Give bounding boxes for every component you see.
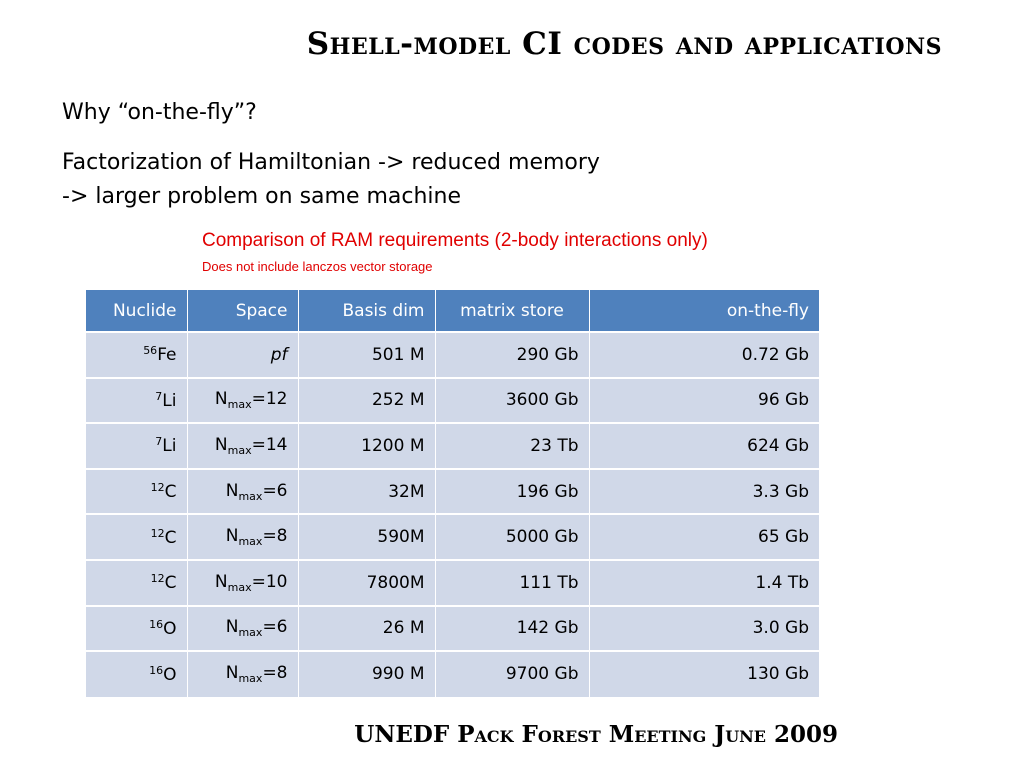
- table-body: [86, 332, 819, 697]
- cell-nuclide: [86, 606, 187, 652]
- space-name: pf: [270, 344, 288, 365]
- larger-problem-text: -> larger problem on same machine: [62, 184, 462, 209]
- element-symbol: O: [163, 618, 177, 639]
- cell-basis-dim: 26 M: [298, 606, 435, 652]
- header-space: Space: [187, 290, 298, 332]
- space-name: N: [214, 434, 228, 455]
- slide-title: Shell-model CI codes and applications: [306, 26, 942, 62]
- space-value: =14: [251, 434, 288, 455]
- space-subscript: max: [238, 535, 263, 549]
- element-symbol: Li: [162, 436, 177, 457]
- cell-basis-dim: 1200 M: [298, 423, 435, 469]
- cell-space: [187, 378, 298, 424]
- table-row: [86, 514, 819, 560]
- footer-meeting: UNEDF Pack Forest Meeting June 2009: [354, 721, 838, 748]
- element-symbol: C: [164, 527, 177, 548]
- space-name: N: [225, 526, 239, 547]
- space-name: N: [225, 663, 239, 684]
- element-symbol: C: [164, 482, 177, 503]
- space-value: =10: [251, 571, 288, 592]
- table-header-row: [86, 290, 819, 332]
- space-value: =6: [262, 480, 288, 501]
- table-row: [86, 423, 819, 469]
- cell-space: [187, 332, 298, 378]
- space-name: N: [214, 389, 228, 410]
- cell-space: [187, 423, 298, 469]
- space-name: N: [225, 480, 239, 501]
- cell-on-the-fly: 624 Gb: [589, 423, 819, 469]
- cell-nuclide: [86, 560, 187, 606]
- element-symbol: O: [163, 664, 177, 685]
- cell-on-the-fly: 0.72 Gb: [589, 332, 819, 378]
- cell-space: [187, 651, 298, 697]
- cell-on-the-fly: 96 Gb: [589, 378, 819, 424]
- mass-number: 7: [155, 389, 163, 403]
- table-row: [86, 378, 819, 424]
- cell-space: [187, 469, 298, 515]
- cell-matrix-store: 3600 Gb: [435, 378, 589, 424]
- cell-space: [187, 560, 298, 606]
- cell-nuclide: [86, 332, 187, 378]
- cell-on-the-fly: 65 Gb: [589, 514, 819, 560]
- why-question: Why “on-the-fly”?: [62, 100, 257, 125]
- cell-basis-dim: 252 M: [298, 378, 435, 424]
- cell-basis-dim: 7800M: [298, 560, 435, 606]
- space-value: =8: [262, 526, 288, 547]
- space-subscript: max: [238, 672, 263, 686]
- header-nuclide: Nuclide: [86, 290, 187, 332]
- cell-matrix-store: 196 Gb: [435, 469, 589, 515]
- space-value: =8: [262, 663, 288, 684]
- mass-number: 12: [150, 572, 165, 586]
- ram-comparison-table: [86, 290, 819, 697]
- cell-matrix-store: 5000 Gb: [435, 514, 589, 560]
- cell-matrix-store: 290 Gb: [435, 332, 589, 378]
- space-subscript: max: [227, 398, 252, 412]
- space-subscript: max: [238, 489, 263, 503]
- element-symbol: C: [164, 573, 177, 594]
- space-subscript: max: [227, 580, 252, 594]
- mass-number: 56: [143, 344, 158, 358]
- cell-basis-dim: 501 M: [298, 332, 435, 378]
- mass-number: 12: [150, 481, 165, 495]
- space-subscript: max: [227, 443, 252, 457]
- table-row: [86, 469, 819, 515]
- mass-number: 12: [150, 526, 165, 540]
- mass-number: 16: [149, 663, 164, 677]
- cell-matrix-store: 111 Tb: [435, 560, 589, 606]
- space-name: N: [214, 571, 228, 592]
- table-row: [86, 332, 819, 378]
- space-subscript: max: [238, 626, 263, 640]
- cell-nuclide: [86, 378, 187, 424]
- factorization-text: Factorization of Hamiltonian -> reduced memory: [62, 150, 600, 175]
- mass-number: 7: [155, 435, 163, 449]
- space-value: =6: [262, 617, 288, 638]
- cell-on-the-fly: 1.4 Tb: [589, 560, 819, 606]
- header-basis-dim: Basis dim: [298, 290, 435, 332]
- table-row: [86, 651, 819, 697]
- element-symbol: Li: [162, 390, 177, 411]
- cell-nuclide: [86, 651, 187, 697]
- header-matrix-store: matrix store: [435, 290, 589, 332]
- element-symbol: Fe: [157, 345, 177, 366]
- cell-nuclide: [86, 514, 187, 560]
- table-caption: Comparison of RAM requirements (2-body interactions only): [202, 230, 708, 251]
- cell-on-the-fly: 3.0 Gb: [589, 606, 819, 652]
- cell-nuclide: [86, 469, 187, 515]
- space-name: N: [225, 617, 239, 638]
- cell-space: [187, 514, 298, 560]
- space-value: =12: [251, 389, 288, 410]
- cell-matrix-store: 23 Tb: [435, 423, 589, 469]
- cell-space: [187, 606, 298, 652]
- mass-number: 16: [149, 617, 164, 631]
- table-subcaption: Does not include lanczos vector storage: [202, 259, 433, 274]
- cell-basis-dim: 590M: [298, 514, 435, 560]
- cell-basis-dim: 990 M: [298, 651, 435, 697]
- header-on-the-fly: on-the-fly: [589, 290, 819, 332]
- cell-matrix-store: 9700 Gb: [435, 651, 589, 697]
- cell-on-the-fly: 3.3 Gb: [589, 469, 819, 515]
- cell-nuclide: [86, 423, 187, 469]
- cell-matrix-store: 142 Gb: [435, 606, 589, 652]
- cell-on-the-fly: 130 Gb: [589, 651, 819, 697]
- table-row: [86, 606, 819, 652]
- cell-basis-dim: 32M: [298, 469, 435, 515]
- table-row: [86, 560, 819, 606]
